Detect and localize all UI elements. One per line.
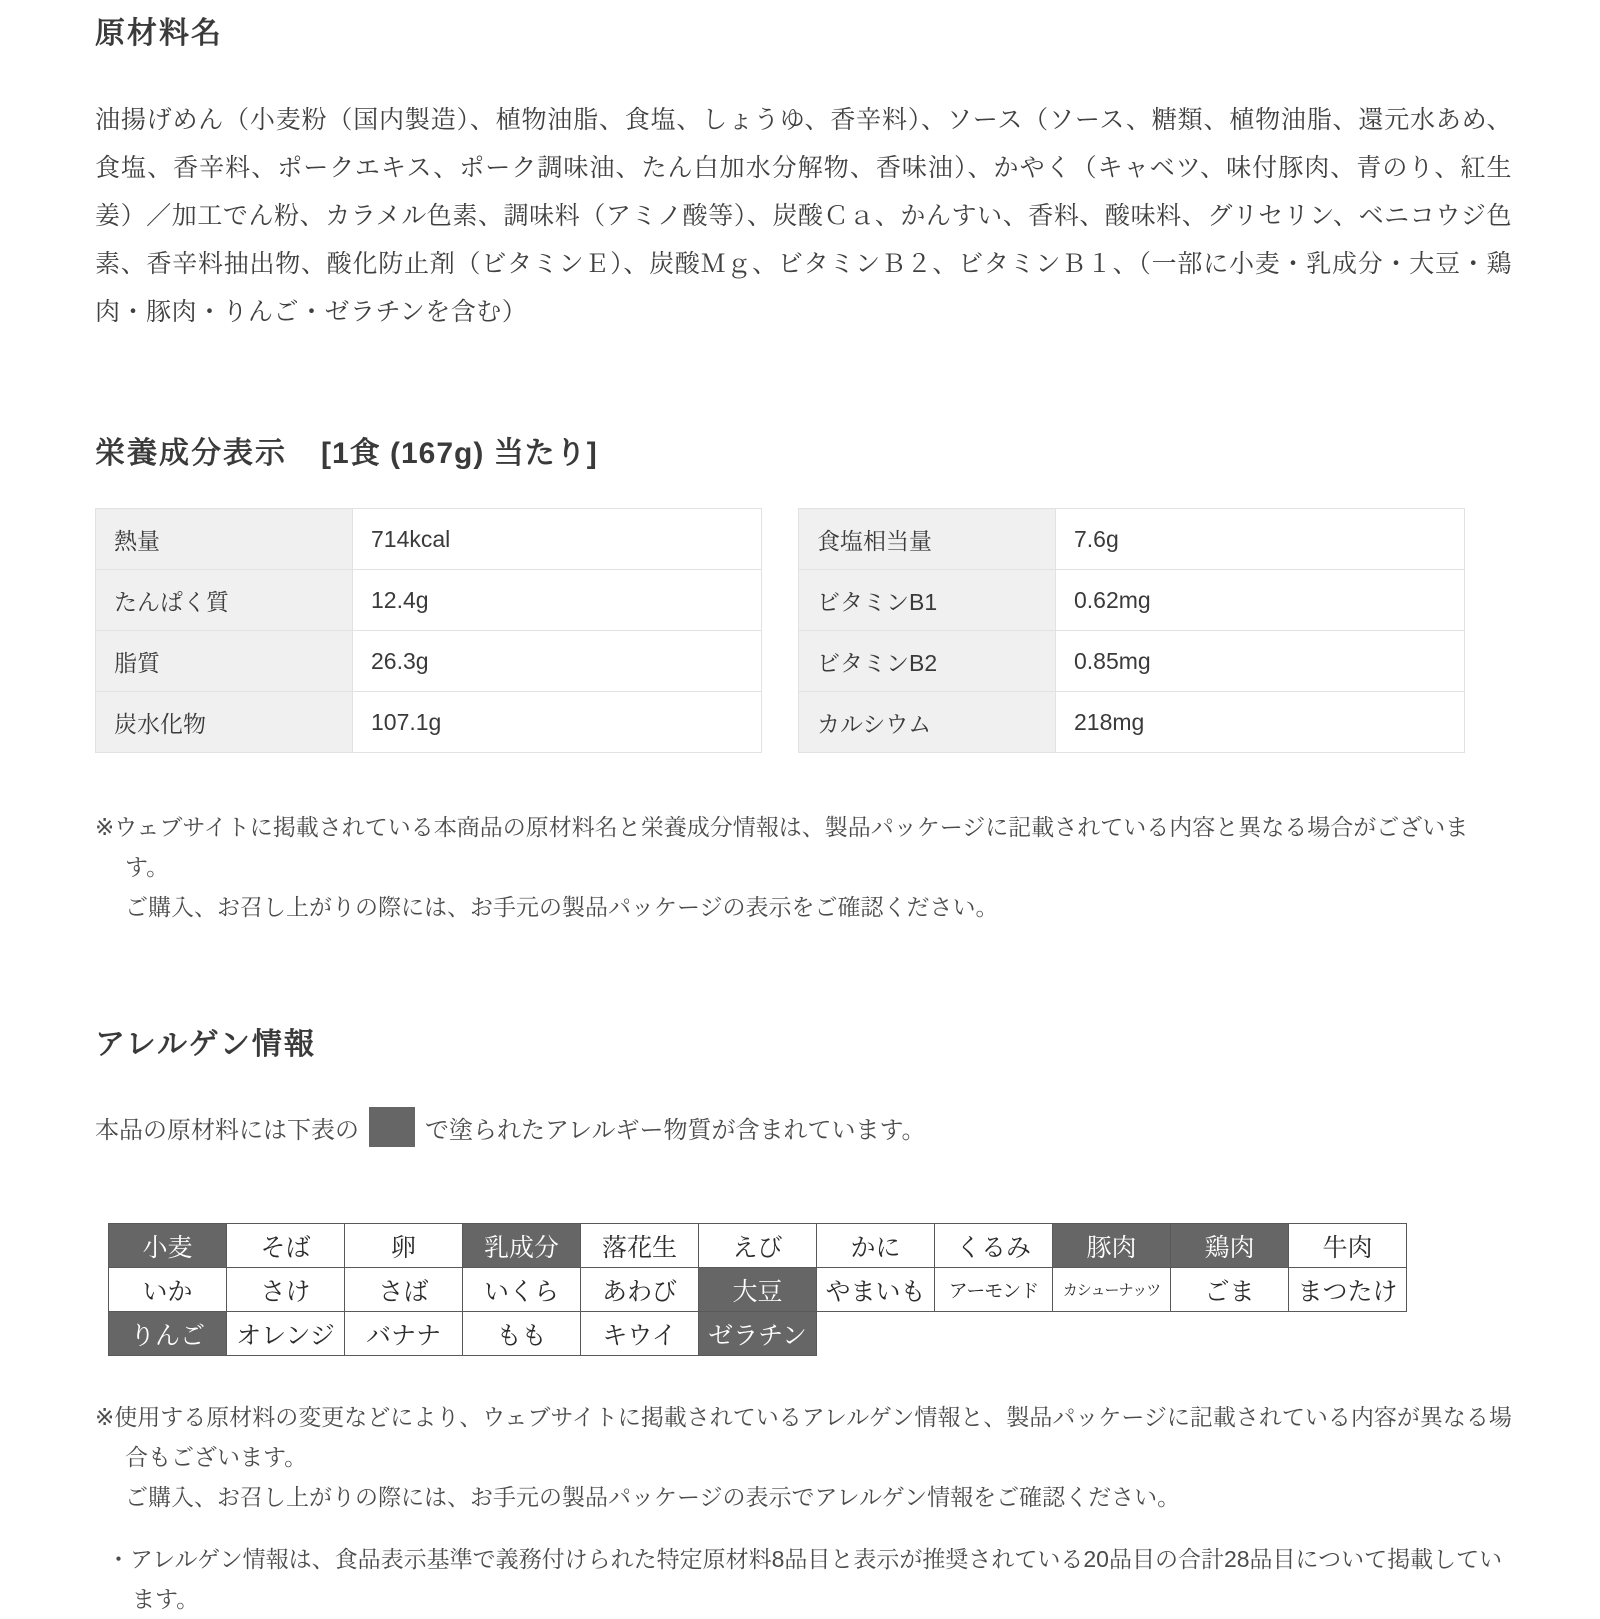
nutrition-row xyxy=(96,692,762,753)
allergen-cell: いか xyxy=(108,1267,227,1312)
allergen-cell-highlighted: りんご xyxy=(108,1311,227,1356)
nutrition-row xyxy=(96,509,762,570)
nutrition-row xyxy=(799,570,1465,631)
allergen-row xyxy=(108,1267,1512,1312)
nutrient-label: 熱量 xyxy=(96,509,353,570)
allergen-highlight-swatch xyxy=(369,1107,415,1147)
nutrition-disclaimer xyxy=(95,807,1512,927)
allergen-cell: もも xyxy=(462,1311,581,1356)
allergen-cell: さば xyxy=(344,1267,463,1312)
nutrient-label: 食塩相当量 xyxy=(799,509,1056,570)
allergen-cell: バナナ xyxy=(344,1311,463,1356)
nutrient-label: 炭水化物 xyxy=(96,692,353,753)
allergen-cell-highlighted: 乳成分 xyxy=(462,1223,581,1268)
nutrient-value: 0.62mg xyxy=(1056,570,1465,631)
allergen-cell: キウイ xyxy=(580,1311,699,1356)
ingredients-text: 油揚げめん（小麦粉（国内製造）、植物油脂、食塩、しょうゆ、香辛料）、ソース（ソース、糖類、植物油脂、還元水あめ、食塩、香辛料、ポークエキス、ポーク調味油、たん白加水分解物、香味油）、かやく（キャベツ、味付豚肉、青のり、紅生姜）／加工でん粉、カラメル色素、調味料（アミノ酸等）、炭酸Ｃａ、かんすい、香料、酸味料、グリセリン、ベニコウジ色素、香辛料抽出物、酸化防止剤（ビタミンＥ）、炭酸Ｍｇ、ビタミンＢ２、ビタミンＢ１、（一部に小麦・乳成分・大豆・鶏肉・豚肉・りんご・ゼラチンを含む） xyxy=(95,106,1512,326)
nutrition-title xyxy=(95,436,1512,472)
nutrition-disclaimer-line1: ※ウェブサイトに掲載されている本商品の原材料名と栄養成分情報は、製品パッケージに記載されている内容と異なる場合がございます。 xyxy=(95,814,1469,880)
allergen-cell-highlighted: 鶏肉 xyxy=(1170,1223,1289,1268)
allergen-intro-before: 本品の原材料には下表の xyxy=(95,1116,359,1144)
allergen-disclaimer-line1: ※使用する原材料の変更などにより、ウェブサイトに掲載されているアレルゲン情報と、製品パッケージに記載されている内容が異なる場合もございます。 xyxy=(95,1404,1512,1470)
nutrition-row xyxy=(96,631,762,692)
allergen-table xyxy=(108,1223,1512,1356)
nutrition-row xyxy=(799,692,1465,753)
allergen-cell: かに xyxy=(816,1223,935,1268)
nutrition-title-label: 栄養成分表示 xyxy=(95,437,287,470)
nutrition-serving-size: [1食 (167g) 当たり] xyxy=(321,437,598,470)
allergen-cell: あわび xyxy=(580,1267,699,1312)
allergen-intro-after: で塗られたアレルギー物質が含まれています。 xyxy=(425,1116,926,1144)
allergen-cell: そば xyxy=(226,1223,345,1268)
nutrient-label: ビタミンB2 xyxy=(799,631,1056,692)
nutrition-tables xyxy=(95,508,1512,753)
allergen-cell-highlighted: 豚肉 xyxy=(1052,1223,1171,1268)
allergen-row xyxy=(108,1311,1512,1356)
nutrient-value: 0.85mg xyxy=(1056,631,1465,692)
nutrition-row xyxy=(96,570,762,631)
nutrient-value: 107.1g xyxy=(353,692,762,753)
allergen-cell: アーモンド xyxy=(934,1267,1053,1312)
nutrient-value: 7.6g xyxy=(1056,509,1465,570)
allergen-cell: くるみ xyxy=(934,1223,1053,1268)
allergen-cell: 卵 xyxy=(344,1223,463,1268)
allergen-cell: 落花生 xyxy=(580,1223,699,1268)
allergen-disclaimer-line2: ご購入、お召し上がりの際には、お手元の製品パッケージの表示でアレルゲン情報をご確認ください。 xyxy=(125,1484,1181,1510)
nutrient-label: ビタミンB1 xyxy=(799,570,1056,631)
allergen-cell: さけ xyxy=(226,1267,345,1312)
allergen-cell: やまいも xyxy=(816,1267,935,1312)
nutrition-row xyxy=(799,631,1465,692)
allergen-cell: いくら xyxy=(462,1267,581,1312)
allergen-bullet-text: ・アレルゲン情報は、食品表示基準で義務付けられた特定原材料8品目と表示が推奨されている20品目の合計28品目について掲載しています。 xyxy=(107,1546,1503,1612)
allergen-title: アレルゲン情報 xyxy=(95,1028,316,1061)
allergen-cell: えび xyxy=(698,1223,817,1268)
nutrient-label: 脂質 xyxy=(96,631,353,692)
nutrient-value: 218mg xyxy=(1056,692,1465,753)
nutrient-value: 714kcal xyxy=(353,509,762,570)
nutrition-disclaimer-line2: ご購入、お召し上がりの際には、お手元の製品パッケージの表示をご確認ください。 xyxy=(125,894,999,920)
ingredients-title: 原材料名 xyxy=(95,17,223,50)
allergen-cell-highlighted: 大豆 xyxy=(698,1267,817,1312)
nutrient-value: 12.4g xyxy=(353,570,762,631)
allergen-cell: ごま xyxy=(1170,1267,1289,1312)
allergen-cell-highlighted: 小麦 xyxy=(108,1223,227,1268)
nutrient-label: カルシウム xyxy=(799,692,1056,753)
allergen-cell: カシューナッツ xyxy=(1052,1267,1171,1312)
allergen-row xyxy=(108,1223,1512,1268)
allergen-cell: まつたけ xyxy=(1288,1267,1407,1312)
nutrient-value: 26.3g xyxy=(353,631,762,692)
allergen-cell: 牛肉 xyxy=(1288,1223,1407,1268)
nutrition-table-right xyxy=(798,508,1465,753)
nutrient-label: たんぱく質 xyxy=(96,570,353,631)
allergen-bullet-note xyxy=(107,1539,1512,1619)
allergen-intro xyxy=(95,1107,1512,1147)
nutrition-row xyxy=(799,509,1465,570)
allergen-cell: オレンジ xyxy=(226,1311,345,1356)
allergen-disclaimer xyxy=(95,1397,1512,1517)
allergen-cell-highlighted: ゼラチン xyxy=(698,1311,817,1356)
nutrition-table-left xyxy=(95,508,762,753)
